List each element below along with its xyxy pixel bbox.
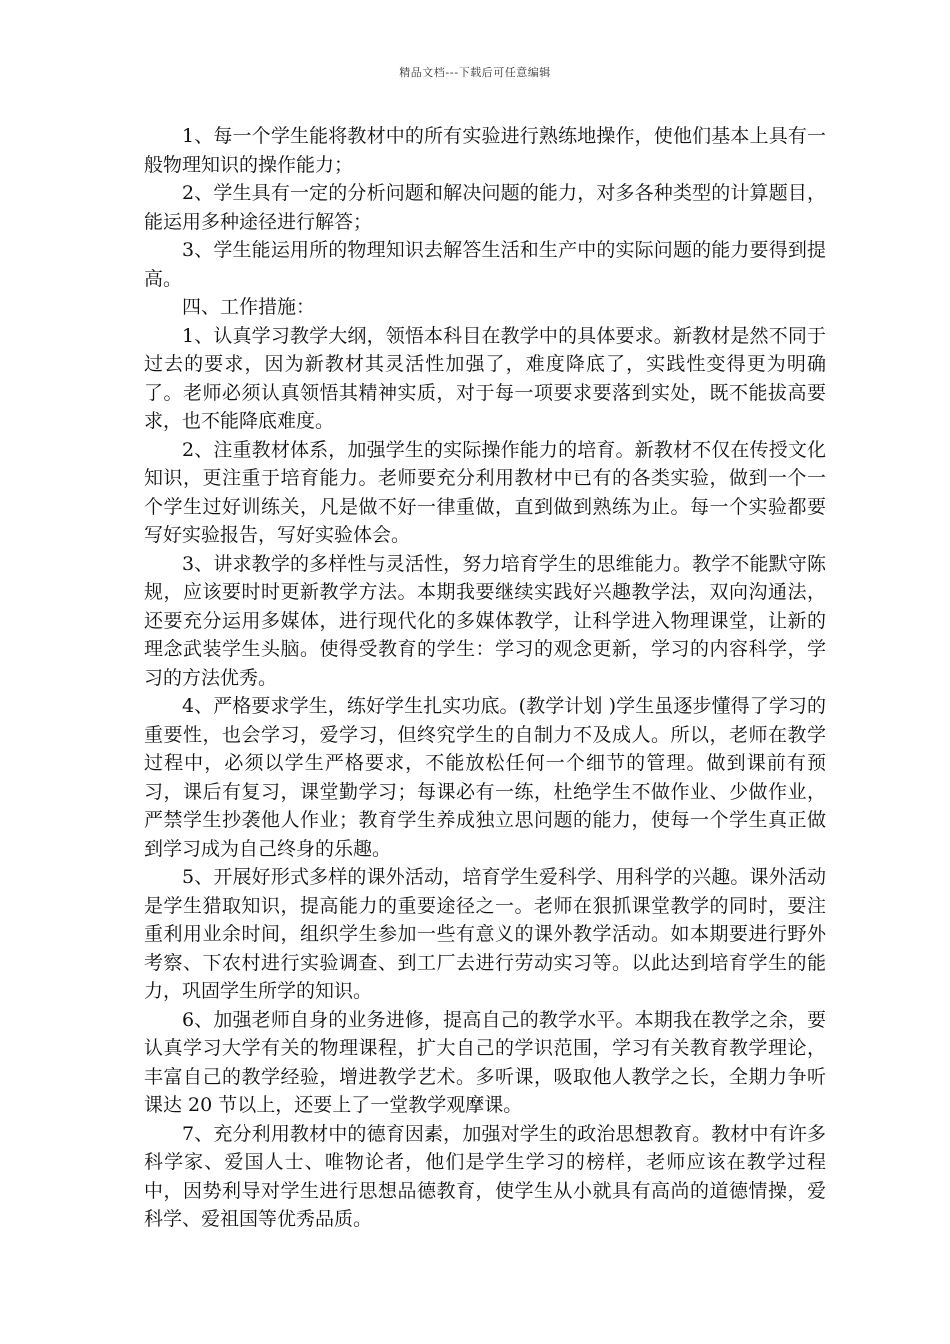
paragraph-measure-5: 5、开展好形式多样的课外活动，培育学生爱科学、用科学的兴趣。课外活动是学生猎取知识，提高能力的重要途径之一。老师在狠抓课堂教学的同时，要注重利用业余时间，组织学生参加一些有意义的课外教学活动。如本期要进行野外考察、下农村进行实验调查、到工厂去进行劳动实习等。以此达到培育学生的能力，巩固学生所学的知识。 [144, 866, 826, 1002]
paragraph-measure-6: 6、加强老师自身的业务进修，提高自己的教学水平。本期我在教学之余，要认真学习大学有关的物理课程，扩大自己的学识范围，学习有关教育教学理论，丰富自己的教学经验，增进教学艺术。多听课，吸取他人教学之长，全期力争听课达 20 节以上，还要上了一堂教学观摩课。 [144, 1008, 826, 1116]
paragraph-measure-3: 3、讲求教学的多样性与灵活性，努力培育学生的思维能力。教学不能默守陈规，应该要时时更新教学方法。本期我要继续实践好兴趣教学法，双向沟通法，还要充分运用多媒体，进行现代化的多媒体教学，让科学进入物理课堂，让新的理念武装学生头脑。使得受教育的学生：学习的观念更新，学习的内容科学，学习的方法优秀。 [144, 552, 826, 689]
document-body [144, 122, 826, 1234]
paragraph-measure-4: 4、严格要求学生，练好学生扎实功底。(教学计划 )学生虽逐步懂得了学习的重要性，也会学习，爱学习，但终究学生的自制力不及成人。所以，老师在教学过程中，必须以学生严格要求，不能放松任何一个细节的管理。做到课前有预习，课后有复习，课堂勤学习；每课必有一练，杜绝学生不做作业、少做作业，严禁学生抄袭他人作业；教育学生养成独立思问题的能力，使每一个学生真正做到学习成为自己终身的乐趣。 [144, 695, 826, 860]
paragraph-measure-1: 1、认真学习教学大纲，领悟本科目在教学中的具体要求。新教材是然不同于过去的要求，因为新教材其灵活性加强了，难度降底了，实践性变得更为明确了。老师必须认真领悟其精神实质，对于每一项要求要落到实处，既不能拔高要求，也不能降底难度。 [144, 324, 826, 432]
paragraph-goal-1: 1、每一个学生能将教材中的所有实验进行熟练地操作，使他们基本上具有一般物理知识的操作能力； [144, 125, 826, 176]
paragraph-measure-7: 7、充分利用教材中的德育因素，加强对学生的政治思想教育。教材中有许多科学家、爱国人士、唯物论者，他们是学生学习的榜样，老师应该在教学过程中，因势利导对学生进行思想品德教育，使学生从小就具有高尚的道德情操，爱科学、爱祖国等优秀品质。 [144, 1122, 826, 1230]
paragraph-goal-2: 2、学生具有一定的分析问题和解决问题的能力，对多各种类型的计算题目，能运用多种途径进行解答； [144, 182, 826, 233]
paragraph-goal-3: 3、学生能运用所的物理知识去解答生活和生产中的实际问题的能力要得到提高。 [144, 239, 826, 290]
paragraph-measure-2: 2、注重教材体系，加强学生的实际操作能力的培育。新教材不仅在传授文化知识，更注重于培育能力。老师要充分利用教材中已有的各类实验，做到一个一个学生过好训练关，凡是做不好一律重做，直到做到熟练为止。每一个实验都要写好实验报告，写好实验体会。 [144, 438, 826, 546]
page-header: 精品文档---下载后可任意编辑 [399, 66, 551, 79]
section-heading-measures: 四、工作措施： [182, 296, 316, 318]
